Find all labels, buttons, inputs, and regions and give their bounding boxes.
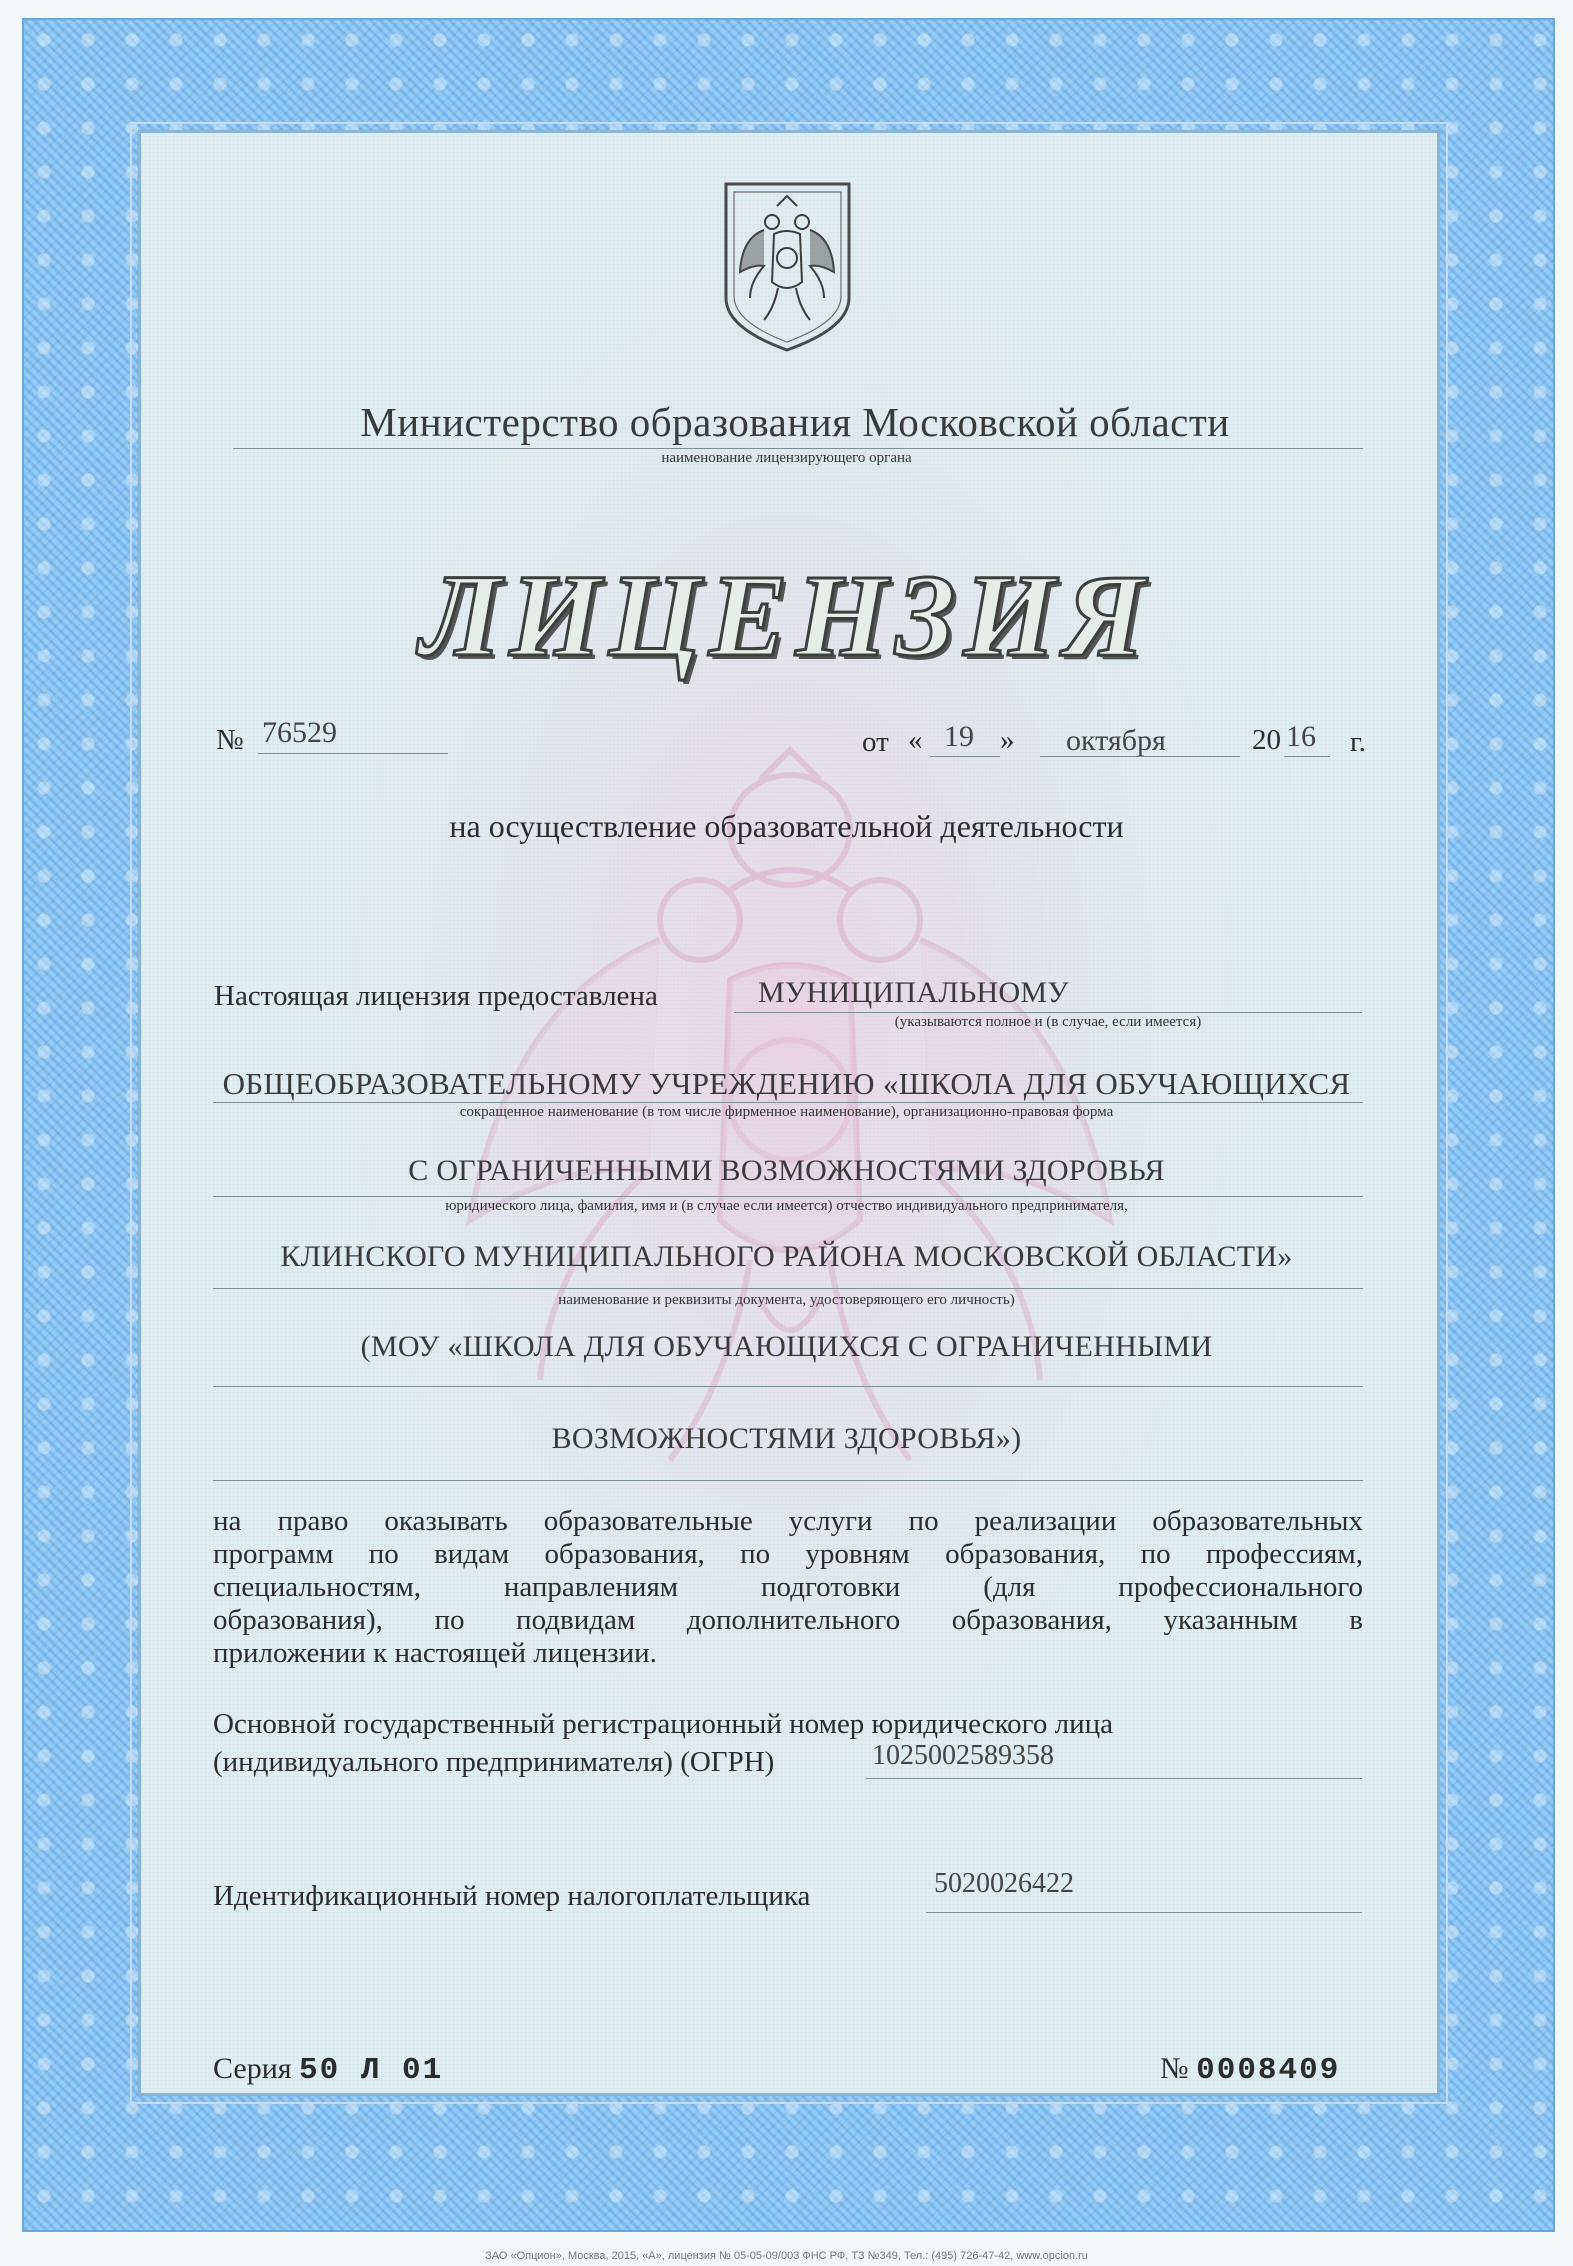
date-day: 19 xyxy=(944,720,974,753)
date-suffix: г. xyxy=(1350,726,1366,758)
grantee-line-1: МУНИЦИПАЛЬНОМУ xyxy=(758,976,1069,1009)
grantee-line-3-underline xyxy=(213,1196,1363,1197)
grantee-caption-3: юридического лица, фамилия, имя и (в случае если имеется) отчество индивидуального предпринимателя, xyxy=(445,1198,1128,1214)
rights-line-3: специальностям, направлениям подготовки (для профессионального xyxy=(213,1571,1363,1603)
date-day-underline xyxy=(930,756,1000,757)
grantee-caption-4: наименование и реквизиты документа, удостоверяющего его личность) xyxy=(558,1292,1015,1308)
form-number xyxy=(1160,2052,1340,2088)
grantee-line-1-underline xyxy=(734,1012,1362,1013)
ogrn-label-line-1: Основной государственный регистрационный номер юридического лица xyxy=(213,1708,1113,1740)
date-close-quote: » xyxy=(1000,724,1015,756)
inn-label: Идентификационный номер налогоплательщика xyxy=(213,1880,811,1912)
grantee-line-5: (МОУ «ШКОЛА ДЛЯ ОБУЧАЮЩИХСЯ С ОГРАНИЧЕННЫМИ xyxy=(360,1330,1213,1363)
date-year-suffix: 16 xyxy=(1286,720,1316,753)
rights-line-1: на право оказывать образовательные услуги по реализации образовательных xyxy=(213,1505,1363,1537)
date-year-underline xyxy=(1284,756,1330,757)
date-year-prefix: 20 xyxy=(1252,724,1281,756)
license-number: 76529 xyxy=(262,716,337,749)
russian-coat-of-arms-icon xyxy=(720,178,855,356)
form-number-label: № xyxy=(1160,2052,1189,2085)
grantee-caption-2: сокращенное наименование (в том числе фирменное наименование), организационно-правовая форма xyxy=(459,1104,1114,1120)
grantee-line-4: КЛИНСКОГО МУНИЦИПАЛЬНОГО РАЙОНА МОСКОВСКОЙ ОБЛАСТИ» xyxy=(280,1240,1293,1273)
series xyxy=(213,2052,443,2088)
printer-note: ЗАО «Опцион», Москва, 2015, «А», лицензия № 05-05-09/003 ФНС РФ, ТЗ №349, Тел.: (495) 726-47-42, www.opcion.ru xyxy=(485,2250,1088,2262)
authority-caption: наименование лицензирующего органа xyxy=(661,450,912,466)
ogrn-value: 1025002589358 xyxy=(872,1740,1054,1771)
series-label: Серия xyxy=(213,2052,292,2085)
grantee-line-5-underline xyxy=(213,1386,1363,1387)
date-month-underline xyxy=(1040,756,1240,757)
authority-underline xyxy=(233,448,1363,449)
grantee-line-2-underline xyxy=(213,1102,1363,1103)
document-title: ЛИЦЕНЗИЯ xyxy=(420,550,1153,681)
series-value: 50 Л 01 xyxy=(299,2053,444,2088)
grantee-line-2: ОБЩЕОБРАЗОВАТЕЛЬНОМУ УЧРЕЖДЕНИЮ «ШКОЛА ДЛЯ ОБУЧАЮЩИХСЯ xyxy=(222,1066,1351,1101)
rights-paragraph xyxy=(213,1505,1363,1670)
rights-line-4: образования), по подвидам дополнительного образования, указанным в xyxy=(213,1604,1363,1636)
license-purpose: на осуществление образовательной деятельности xyxy=(449,808,1124,844)
date-from-label: от xyxy=(862,726,889,758)
date-open-quote: « xyxy=(908,724,923,756)
inn-underline xyxy=(926,1912,1362,1913)
license-number-label: № xyxy=(216,724,244,756)
ogrn-underline xyxy=(866,1778,1362,1779)
issuing-authority: Министерство образования Московской области xyxy=(360,399,1230,445)
grantee-line-6-underline xyxy=(213,1480,1363,1481)
date-month: октября xyxy=(1066,724,1166,757)
form-number-value: 0008409 xyxy=(1196,2053,1341,2088)
grantee-line-6: ВОЗМОЖНОСТЯМИ ЗДОРОВЬЯ») xyxy=(551,1422,1022,1455)
grantee-line-4-underline xyxy=(213,1288,1363,1289)
inn-value: 5020026422 xyxy=(934,1868,1074,1899)
grantee-line-3: С ОГРАНИЧЕННЫМИ ВОЗМОЖНОСТЯМИ ЗДОРОВЬЯ xyxy=(408,1154,1165,1187)
grantee-intro: Настоящая лицензия предоставлена xyxy=(214,980,658,1012)
license-number-underline xyxy=(258,753,448,754)
rights-line-5: приложении к настоящей лицензии. xyxy=(213,1637,657,1669)
ogrn-label-line-2: (индивидуального предпринимателя) (ОГРН) xyxy=(213,1746,775,1778)
rights-line-2: программ по видам образования, по уровням образования, по профессиям, xyxy=(213,1538,1363,1570)
grantee-caption-1: (указываются полное и (в случае, если имеется) xyxy=(894,1014,1202,1030)
